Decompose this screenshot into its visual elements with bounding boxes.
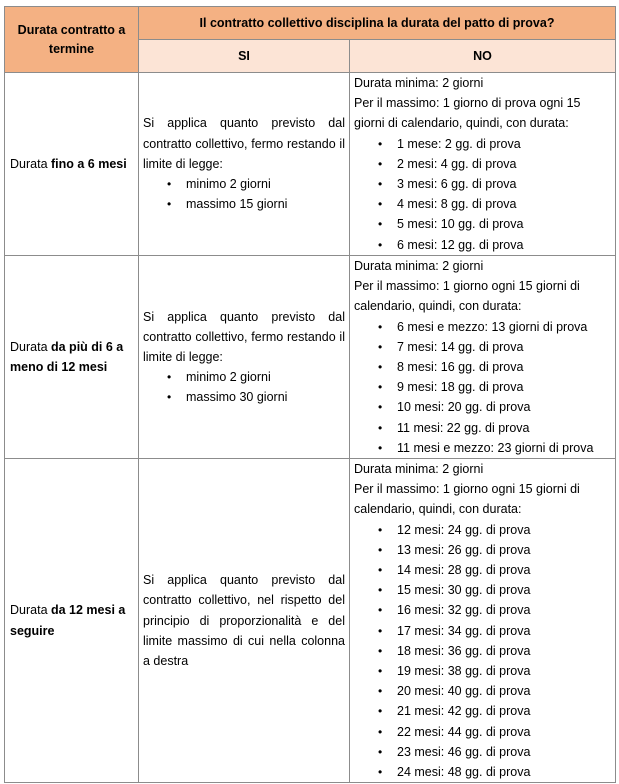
trial-period-table [4,6,616,783]
si-text: Si applica quanto previsto dal contratto collettivo, fermo restando il limite di legge: [143,116,345,171]
no-cell [350,459,616,783]
list-item: • 10 mesi: 20 gg. di prova [378,400,531,415]
list-item: • 13 mesi: 26 gg. di prova [378,542,531,557]
list-item: • 20 mesi: 40 gg. di prova [378,684,531,699]
si-cell [139,256,350,459]
row-label: Durata da 12 mesi a seguire [5,459,139,783]
no-list [354,134,611,255]
list-item: • 2 mesi: 4 gg. di prova [378,156,517,171]
header-si: SI [139,40,350,73]
list-item: • 22 mesi: 44 gg. di prova [378,724,531,739]
list-item: • 1 mese: 2 gg. di prova [378,136,521,151]
list-item: • minimo 2 giorni [167,370,271,385]
no-list [354,317,611,458]
list-item: • massimo 15 giorni [167,197,288,212]
no-intro: Per il massimo: 1 giorno di prova ogni 15 giorni di calendario, quindi, con durata: [354,96,581,131]
list-item: • 11 mesi e mezzo: 23 giorni di prova [378,440,594,455]
header-duration: Durata contratto a termine [5,7,139,73]
si-cell [139,73,350,256]
list-item: • 17 mesi: 34 gg. di prova [378,623,531,638]
list-item: • 23 mesi: 46 gg. di prova [378,744,531,759]
si-list [143,174,345,214]
list-item: • 6 mesi: 12 gg. di prova [378,237,524,252]
list-item: • 18 mesi: 36 gg. di prova [378,643,531,658]
list-item: • 4 mesi: 8 gg. di prova [378,197,517,212]
table-row [5,73,616,256]
list-item: • 7 mesi: 14 gg. di prova [378,339,524,354]
list-item: • 3 mesi: 6 gg. di prova [378,177,517,192]
no-intro: Durata minima: 2 giorni [354,462,484,477]
no-intro: Durata minima: 2 giorni [354,76,484,90]
list-item: • 8 mesi: 16 gg. di prova [378,360,524,375]
no-intro: Per il massimo: 1 giorno ogni 15 giorni di calendario, quindi, con durata: [354,482,580,517]
list-item: • 21 mesi: 42 gg. di prova [378,704,531,719]
no-list [354,520,611,783]
table-row [5,256,616,459]
si-cell [139,459,350,783]
no-cell [350,256,616,459]
list-item: • 15 mesi: 30 gg. di prova [378,583,531,598]
no-cell [350,73,616,256]
table-row [5,459,616,783]
list-item: • 12 mesi: 24 gg. di prova [378,522,531,537]
si-list [143,367,345,407]
row-label: Durata fino a 6 mesi [5,73,139,256]
list-item: • 16 mesi: 32 gg. di prova [378,603,531,618]
list-item: • minimo 2 giorni [167,177,271,192]
list-item: • 6 mesi e mezzo: 13 giorni di prova [378,319,588,334]
list-item: • 9 mesi: 18 gg. di prova [378,380,524,395]
list-item: • 5 mesi: 10 gg. di prova [378,217,524,232]
row-label: Durata da più di 6 a meno di 12 mesi [5,256,139,459]
si-text: Si applica quanto previsto dal contratto collettivo, fermo restando il limite di legge: [143,309,345,364]
list-item: • 14 mesi: 28 gg. di prova [378,563,531,578]
no-intro: Per il massimo: 1 giorno ogni 15 giorni di calendario, quindi, con durata: [354,279,580,314]
no-intro: Durata minima: 2 giorni [354,259,484,273]
list-item: • massimo 30 giorni [167,390,288,405]
header-question: Il contratto collettivo disciplina la durata del patto di prova? [139,7,616,40]
list-item: • 19 mesi: 38 gg. di prova [378,664,531,679]
header-no: NO [350,40,616,73]
list-item: • 24 mesi: 48 gg. di prova [378,765,531,780]
si-text: Si applica quanto previsto dal contratto collettivo, nel rispetto del principio di proporzionalità e del limite massimo di cui nella colonna a destra [143,573,345,668]
list-item: • 11 mesi: 22 gg. di prova [378,420,530,435]
